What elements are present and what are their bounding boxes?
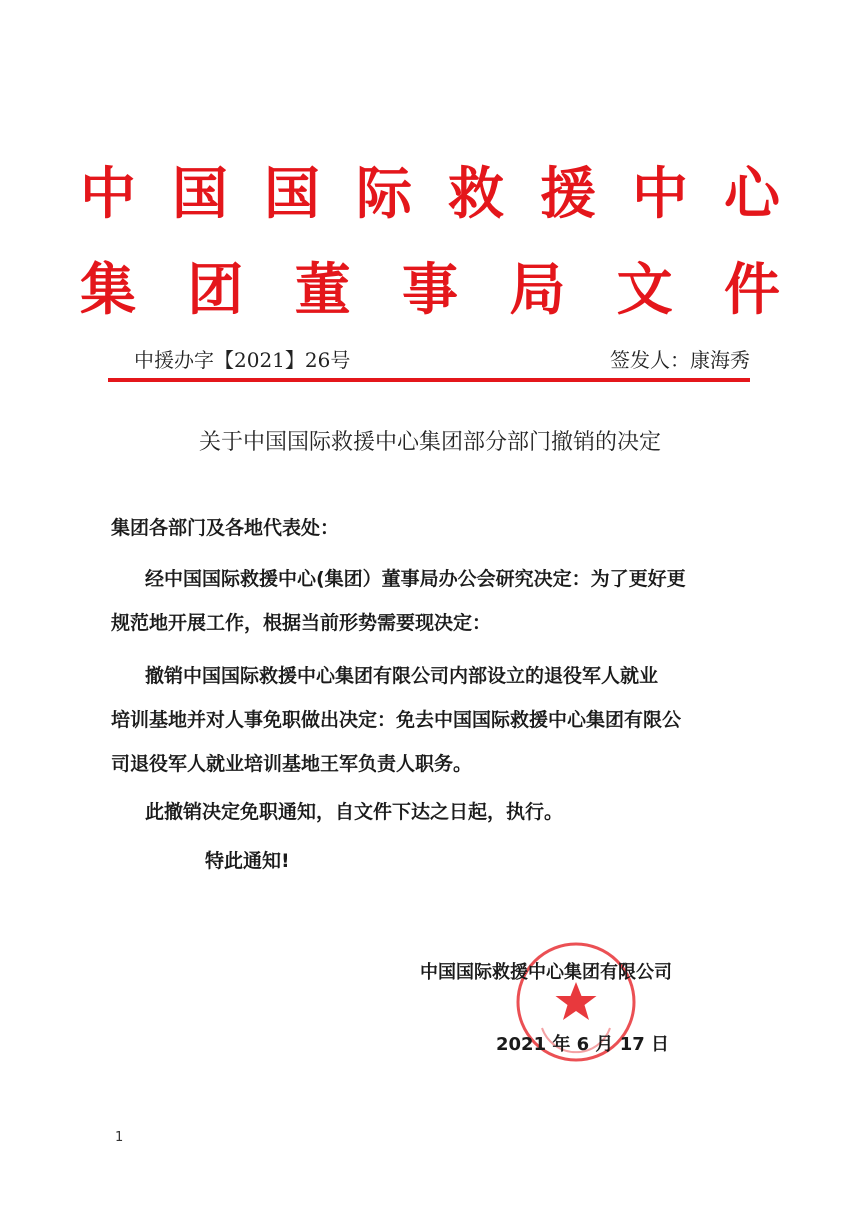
document-title: 关于中国国际救援中心集团部分部门撤销的决定 bbox=[198, 430, 661, 455]
paragraph-2-line-3: 司退役军人就业培训基地王军负责人职务。 bbox=[111, 753, 473, 775]
issue-date: 2021 年 6 月 17 日 bbox=[496, 1034, 670, 1055]
signer: 签发人：康海秀 bbox=[610, 348, 750, 372]
header-char: 国 bbox=[264, 162, 320, 227]
closing-remark: 特此通知! bbox=[205, 850, 290, 872]
header-char: 件 bbox=[723, 258, 780, 323]
paragraph-1-line-2: 规范地开展工作，根据当前形势需要现决定： bbox=[111, 612, 492, 634]
red-header-line-1 bbox=[80, 150, 780, 230]
header-char: 团 bbox=[187, 258, 244, 323]
paragraph-1-line-1: 经中国国际救援中心(集团）董事局办公会研究决定：为了更好更 bbox=[145, 568, 686, 590]
paragraph-3: 此撤销决定免职通知，自文件下达之日起，执行。 bbox=[145, 801, 564, 823]
paragraph-2-line-1: 撤销中国国际救援中心集团有限公司内部设立的退役军人就业 bbox=[145, 665, 659, 687]
header-char: 董 bbox=[294, 258, 351, 323]
red-header-line-2 bbox=[80, 246, 780, 326]
header-char: 援 bbox=[540, 162, 596, 227]
header-char: 文 bbox=[616, 258, 673, 323]
header-char: 局 bbox=[509, 258, 566, 323]
star-icon bbox=[556, 982, 597, 1020]
header-char: 集 bbox=[80, 258, 136, 323]
header-char: 事 bbox=[401, 258, 458, 323]
salutation: 集团各部门及各地代表处： bbox=[111, 517, 340, 539]
header-char: 中 bbox=[632, 162, 688, 227]
document-number: 中援办字【2021】26号 bbox=[134, 348, 351, 372]
header-char: 救 bbox=[448, 162, 504, 227]
header-char: 际 bbox=[356, 162, 412, 227]
red-divider bbox=[108, 378, 750, 382]
document-meta-row bbox=[134, 344, 750, 373]
paragraph-2-line-2: 培训基地并对人事免职做出决定：免去中国国际救援中心集团有限公 bbox=[111, 709, 682, 731]
page-number: 1 bbox=[115, 1130, 124, 1145]
header-char: 中 bbox=[80, 162, 136, 227]
issuer-name: 中国国际救援中心集团有限公司 bbox=[420, 962, 672, 983]
header-char: 心 bbox=[724, 162, 780, 227]
header-char: 国 bbox=[172, 162, 228, 227]
